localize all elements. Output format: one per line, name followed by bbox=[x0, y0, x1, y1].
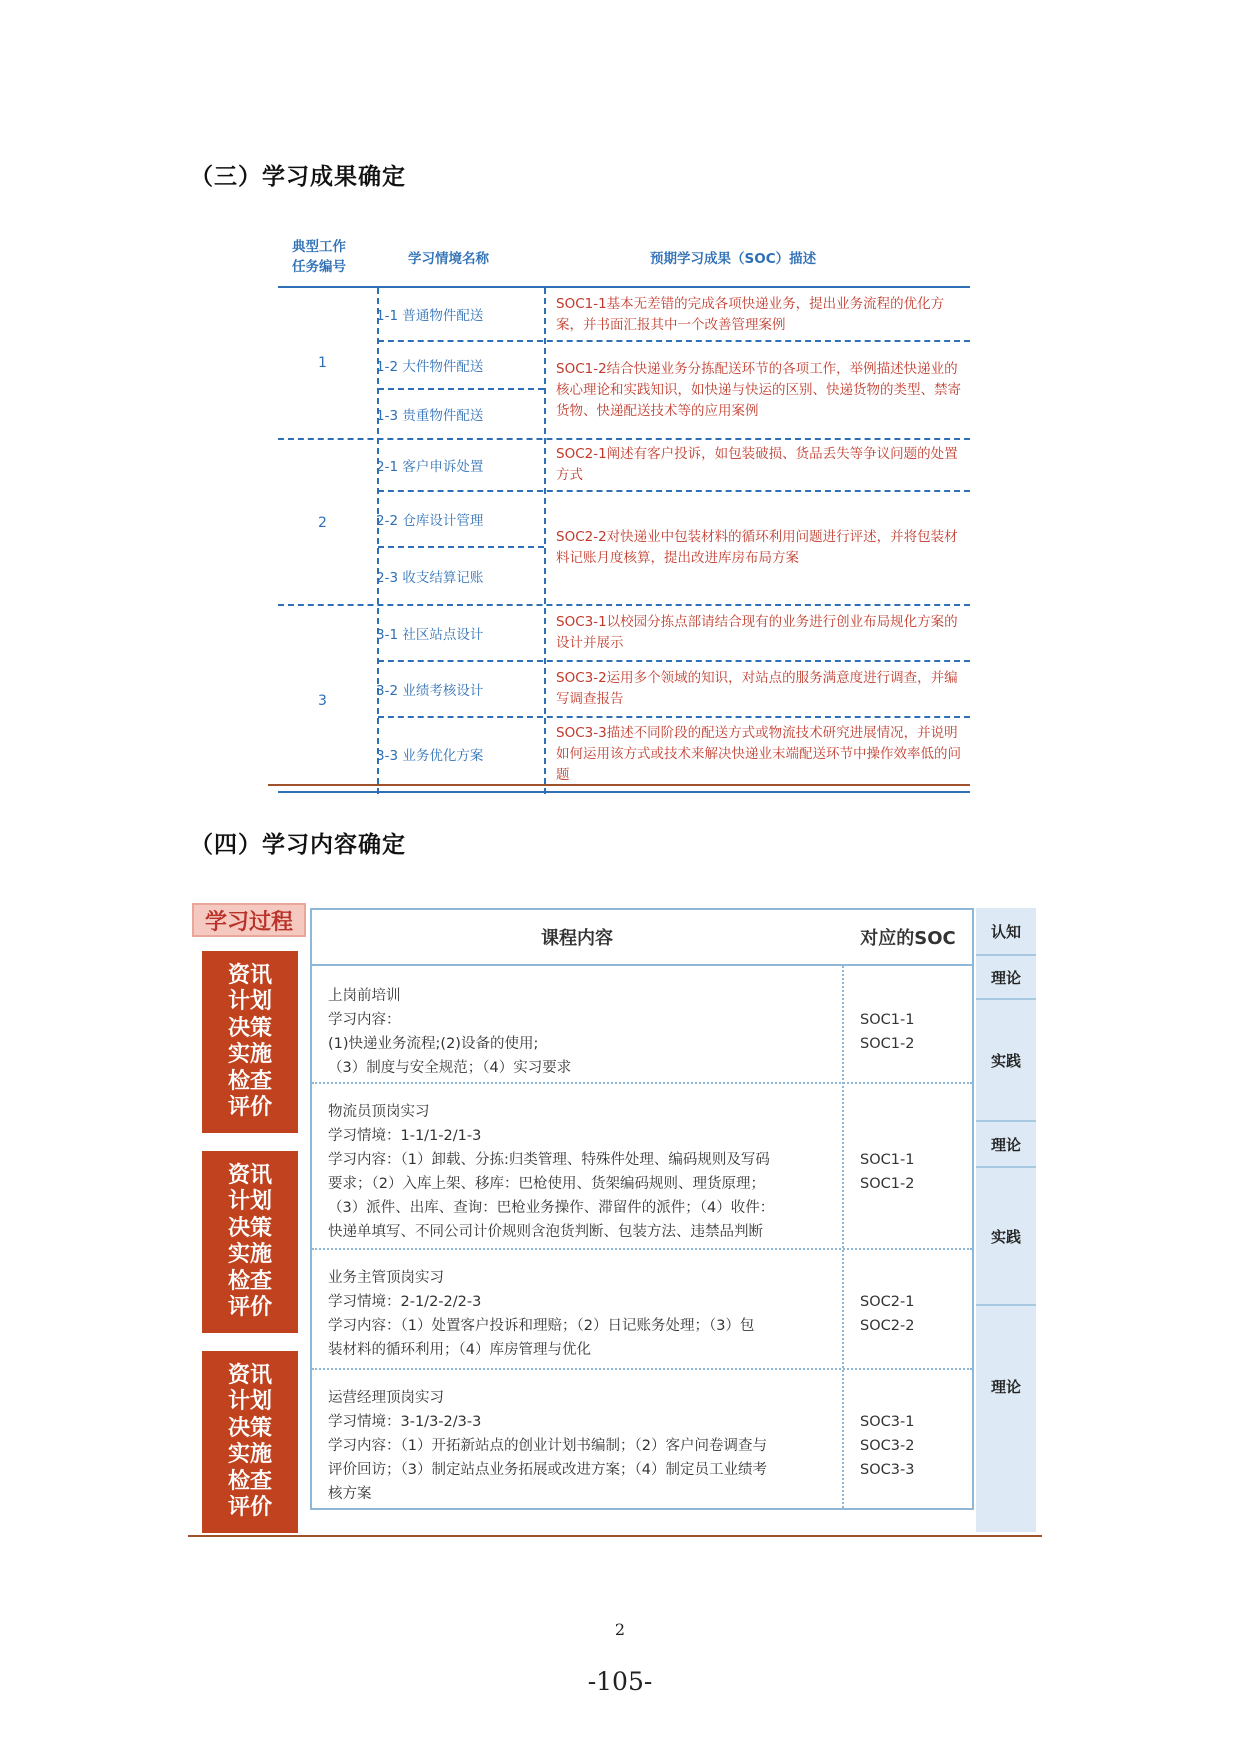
header-course-content: 课程内容 bbox=[541, 928, 613, 949]
content-cell: 物流员顶岗实习 学习情境：1-1/1-2/1-3 学习内容：（1）卸载、分拣:归类管理、特殊件处理、编码规则及写码 要求；（2）入库上架、移库：巴枪使用、货架编码规则、理货原理； （3）派件、出库、查询：巴枪业务操作、滞留件的派件；（4）收件： 快递单填写、不同公司计价规则含泡货判断、包装方法、违禁品判断 bbox=[328, 1104, 775, 1240]
header-situation-name: 学习情境名称 bbox=[408, 251, 489, 267]
course-content-box bbox=[310, 908, 974, 1510]
step-label: 计划 bbox=[227, 1389, 272, 1414]
outer-page-number: -105- bbox=[587, 1667, 653, 1696]
header-soc-description: 预期学习成果（SOC）描述 bbox=[650, 251, 817, 267]
row-separator bbox=[312, 1082, 972, 1084]
step-label: 评价 bbox=[227, 1095, 272, 1120]
header-task-number: 典型工作 任务编号 bbox=[292, 239, 346, 275]
learning-process-title: 学习过程 bbox=[192, 903, 306, 937]
learning-outcomes-table bbox=[278, 228, 970, 794]
situation-name: 2-1 客户申诉处置 bbox=[376, 459, 484, 475]
step-label: 计划 bbox=[227, 1189, 272, 1214]
header-soc: 对应的SOC bbox=[860, 928, 956, 949]
content-cell: 上岗前培训 学习内容： (1)快递业务流程;(2)设备的使用; （3）制度与安全规范；（4）实习要求 bbox=[328, 988, 572, 1076]
content-cell: 业务主管顶岗实习 学习情境：2-1/2-2/2-3 学习内容：（1）处置客户投诉和理赔；（2）日记账务处理；（3）包 装材料的循环利用；（4）库房管理与优化 bbox=[328, 1270, 755, 1358]
soc-description: SOC3-2运用多个领域的知识，对站点的服务满意度进行调查，并编写调查报告 bbox=[556, 670, 958, 707]
situation-name: 2-3 收支结算记账 bbox=[376, 570, 484, 586]
side-label-practice: 实践 bbox=[976, 1000, 1036, 1122]
task-number-1: 1 bbox=[318, 355, 327, 371]
step-label: 检查 bbox=[227, 1468, 272, 1494]
side-label-theory: 理论 bbox=[976, 1122, 1036, 1168]
step-label: 资讯 bbox=[227, 1162, 272, 1188]
column-divider-2 bbox=[544, 288, 546, 794]
situation-name: 3-3 业务优化方案 bbox=[376, 748, 484, 764]
step-label: 决策 bbox=[227, 1215, 272, 1241]
bottom-rule-brown bbox=[188, 1535, 1042, 1537]
step-label: 实施 bbox=[227, 1042, 272, 1067]
step-label: 检查 bbox=[227, 1268, 272, 1294]
inner-page-number: 2 bbox=[614, 1620, 626, 1639]
soc-description: SOC3-1以校园分拣点部请结合现有的业务进行创业布局规化方案的设计并展示 bbox=[556, 614, 958, 651]
situation-name: 1-1 普通物件配送 bbox=[376, 308, 484, 324]
bottom-rule-blue bbox=[278, 791, 970, 793]
step-label: 计划 bbox=[227, 989, 272, 1014]
content-cell: 运营经理顶岗实习 学习情境：3-1/3-2/3-3 学习内容：（1）开拓新站点的创业计划书编制；（2）客户问卷调查与 评价回访；（3）制定站点业务拓展或改进方案；（4）制定员工业绩考 核方案 bbox=[328, 1390, 767, 1502]
section3-heading: （三）学习成果确定 bbox=[190, 164, 406, 190]
side-label-practice: 实践 bbox=[976, 1168, 1036, 1306]
process-steps-block bbox=[202, 1151, 298, 1333]
situation-name: 3-2 业绩考核设计 bbox=[376, 683, 484, 699]
bottom-rule-brown bbox=[268, 784, 970, 786]
side-label-theory: 理论 bbox=[976, 956, 1036, 1000]
soc-description: SOC2-1阐述有客户投诉，如包装破损、货品丢失等争议问题的处置方式 bbox=[556, 446, 958, 483]
situation-name: 1-2 大件物件配送 bbox=[376, 359, 484, 375]
step-label: 实施 bbox=[227, 1442, 272, 1467]
header-rule bbox=[312, 964, 972, 966]
knowledge-type-column bbox=[976, 908, 1036, 1532]
column-divider bbox=[842, 966, 844, 1508]
situation-name: 3-1 社区站点设计 bbox=[376, 627, 484, 643]
row-separator bbox=[312, 1248, 972, 1250]
step-label: 评价 bbox=[227, 1495, 272, 1520]
process-steps-block bbox=[202, 951, 298, 1133]
task-number-3: 3 bbox=[318, 693, 327, 709]
step-label: 评价 bbox=[227, 1295, 272, 1320]
soc-cell: SOC3-1 SOC3-2 SOC3-3 bbox=[860, 1414, 915, 1478]
learning-content-table bbox=[192, 903, 1042, 1535]
soc-cell: SOC1-1 SOC1-2 bbox=[860, 1012, 915, 1052]
soc-cell: SOC2-1 SOC2-2 bbox=[860, 1294, 915, 1334]
side-label-theory: 理论 bbox=[990, 1377, 1021, 1396]
step-label: 决策 bbox=[227, 1015, 272, 1041]
row-separator bbox=[312, 1368, 972, 1370]
step-label: 实施 bbox=[227, 1242, 272, 1267]
soc-description: SOC2-2对快递业中包装材料的循环利用问题进行评述，并将包装材料记账月度核算，提出改进库房布局方案 bbox=[556, 529, 958, 566]
soc-description: SOC1-2结合快递业务分拣配送环节的各项工作，举例描述快递业的核心理论和实践知识，如快递与快运的区别、快递货物的类型、禁寄货物、快递配送技术等的应用案例 bbox=[556, 360, 961, 419]
soc-cell: SOC1-1 SOC1-2 bbox=[860, 1152, 915, 1192]
side-label-cognition: 认知 bbox=[976, 908, 1036, 956]
task-number-2: 2 bbox=[318, 515, 327, 531]
step-label: 资讯 bbox=[227, 1362, 272, 1388]
soc-description: SOC1-1基本无差错的完成各项快递业务，提出业务流程的优化方案，并书面汇报其中一个改善管理案例 bbox=[556, 296, 945, 333]
step-label: 检查 bbox=[227, 1068, 272, 1094]
soc-description: SOC3-3描述不同阶段的配送方式或物流技术研究进展情况，并说明如何运用该方式或技术来解决快递业末端配送环节中操作效率低的问题 bbox=[556, 724, 961, 783]
process-steps-block bbox=[202, 1351, 298, 1533]
situation-name: 2-2 仓库设计管理 bbox=[376, 513, 484, 529]
step-label: 决策 bbox=[227, 1415, 272, 1441]
situation-name: 1-3 贵重物件配送 bbox=[376, 408, 484, 424]
step-label: 资讯 bbox=[227, 962, 272, 988]
section4-heading: （四）学习内容确定 bbox=[190, 832, 406, 858]
